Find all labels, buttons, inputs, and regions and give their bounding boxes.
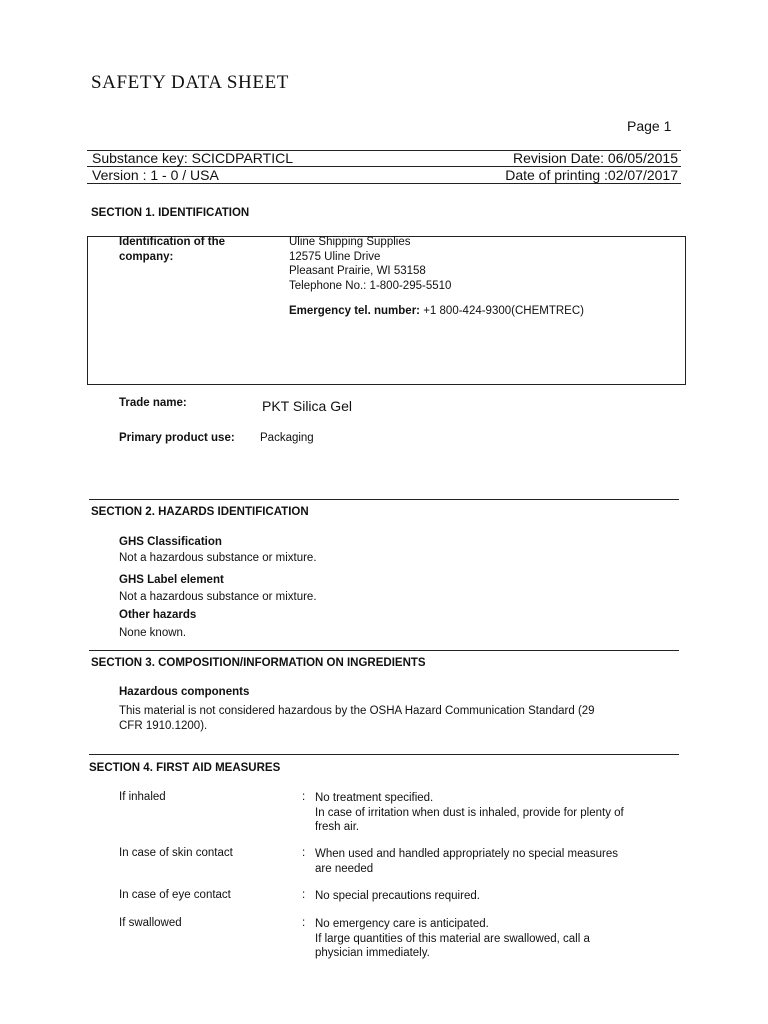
first-aid-line: When used and handled appropriately no special measures [315, 848, 619, 860]
product-use-label: Primary product use: [119, 432, 235, 444]
first-aid-inhaled-text [315, 791, 624, 835]
section-2-rule [89, 499, 679, 500]
trade-name-value: PKT Silica Gel [262, 398, 352, 414]
first-aid-line: No emergency care is anticipated. [315, 918, 489, 930]
section-3-rule [89, 650, 679, 651]
hazardous-components-text [119, 704, 595, 733]
date-of-printing: Date of printing :02/07/2017 [505, 167, 678, 183]
hazardous-components-label: Hazardous components [119, 686, 250, 698]
first-aid-line: are needed [315, 862, 374, 875]
company-city: Pleasant Prairie, WI 53158 [289, 265, 426, 277]
first-aid-colon: : [302, 889, 306, 901]
emergency-value: +1 800-424-9300(CHEMTREC) [423, 305, 584, 317]
first-aid-colon: : [302, 847, 306, 859]
revision-date: Revision Date: 06/05/2015 [513, 150, 678, 166]
company-street: 12575 Uline Drive [289, 250, 381, 263]
first-aid-label-eye: In case of eye contact [119, 889, 231, 901]
first-aid-line: No special precautions required. [315, 890, 480, 902]
first-aid-label-inhaled: If inhaled [119, 791, 166, 803]
header-bottom-rule [87, 183, 681, 184]
company-label [119, 235, 225, 264]
first-aid-skin-text [315, 847, 618, 876]
version-info: Version : 1 - 0 / USA [92, 167, 219, 183]
company-telephone: Telephone No.: 1-800-295-5510 [289, 279, 452, 292]
hazardous-text-line-1: This material is not considered hazardous by the OSHA Hazard Communication Standard (29 [119, 705, 595, 717]
first-aid-line: physician immediately. [315, 947, 430, 959]
product-use-value: Packaging [260, 432, 314, 444]
first-aid-line: No treatment specified. [315, 792, 434, 804]
first-aid-line: If large quantities of this material are swallowed, call a [315, 932, 590, 945]
first-aid-colon: : [302, 917, 306, 929]
ghs-classification-value: Not a hazardous substance or mixture. [119, 552, 317, 564]
other-hazards-value: None known. [119, 627, 187, 639]
section-1-heading: SECTION 1. IDENTIFICATION [91, 207, 250, 219]
first-aid-colon: : [302, 791, 306, 803]
section-3-heading: SECTION 3. COMPOSITION/INFORMATION ON INGREDIENTS [91, 657, 426, 669]
first-aid-label-swallowed: If swallowed [119, 917, 182, 929]
company-name: Uline Shipping Supplies [289, 236, 411, 248]
company-address [289, 235, 451, 293]
page-number: Page 1 [627, 118, 672, 134]
section-2-heading: SECTION 2. HAZARDS IDENTIFICATION [91, 506, 309, 518]
ghs-label-element-label: GHS Label element [119, 574, 224, 586]
hazardous-text-line-2: CFR 1910.1200). [119, 719, 208, 732]
first-aid-line: fresh air. [315, 821, 360, 833]
first-aid-eye-text [315, 889, 480, 904]
section-4-heading: SECTION 4. FIRST AID MEASURES [89, 762, 281, 774]
first-aid-label-skin: In case of skin contact [119, 847, 233, 859]
first-aid-swallowed-text [315, 917, 590, 961]
first-aid-line: In case of irritation when dust is inhaled, provide for plenty of [315, 806, 624, 819]
ghs-label-element-value: Not a hazardous substance or mixture. [119, 591, 317, 603]
document-title: SAFETY DATA SHEET [91, 72, 289, 93]
company-label-line-1: Identification of the [119, 236, 226, 248]
section-4-rule [89, 754, 679, 755]
trade-name-label: Trade name: [119, 397, 187, 409]
company-label-line-2: company: [119, 250, 174, 263]
substance-key: Substance key: SCICDPARTICL [92, 150, 294, 166]
emergency-label: Emergency tel. number: [289, 305, 421, 317]
emergency-number [289, 305, 584, 317]
ghs-classification-label: GHS Classification [119, 536, 222, 548]
other-hazards-label: Other hazards [119, 609, 197, 621]
